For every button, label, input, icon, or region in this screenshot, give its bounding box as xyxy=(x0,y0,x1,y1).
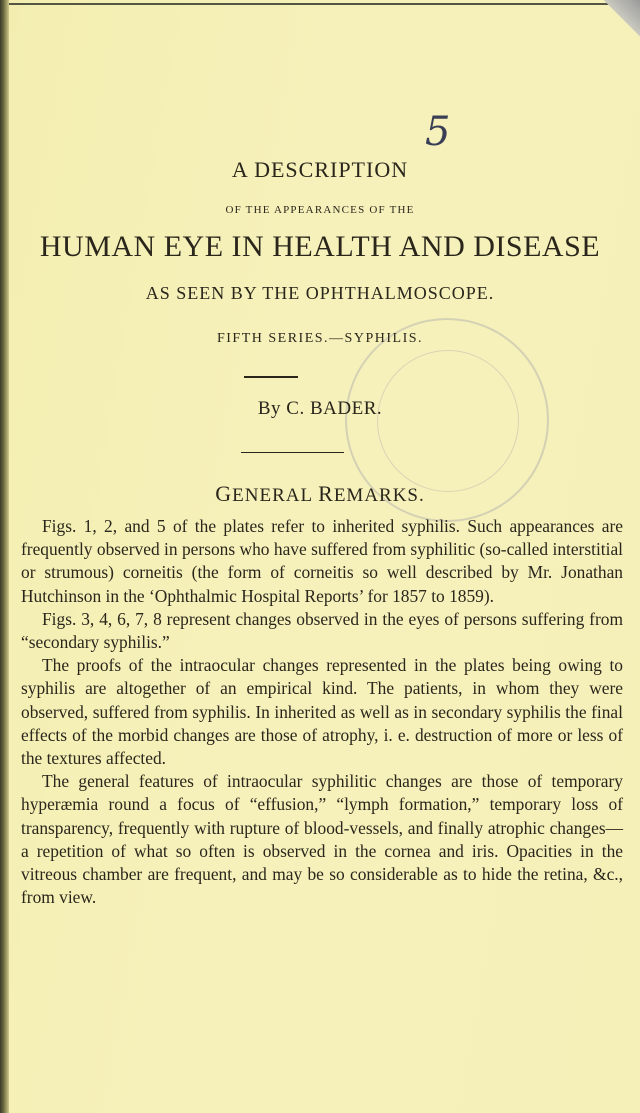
paragraph: Figs. 1, 2, and 5 of the plates refer to inherited syphilis. Such appearances are frequently observed in persons who have suffered from syphilitic (so-called interstitial or strumous) corneitis (the form of corneitis so well described by Mr. Jonathan Hutchinson in the ‘Ophthalmic Hospital Reports’ for 1857 to 1859). xyxy=(21,516,623,606)
divider-rule-2 xyxy=(241,452,344,453)
author-line xyxy=(0,398,640,420)
stamp-inner-ring xyxy=(377,350,519,492)
body-text xyxy=(21,515,623,909)
divider-rule xyxy=(244,376,298,378)
title-ophthalmoscope: AS SEEN BY THE OPHTHALMOSCOPE. xyxy=(145,283,495,303)
paragraph: The proofs of the intraocular changes represented in the plates being owing to syphilis are altogether of an empirical kind. The patients, in whom they were observed, suffered from syphilis. In inherited as well as in secondary syphilis the final effects of the morbid changes are those of atrophy, i. e. destruction of more or less of the textures affected. xyxy=(21,655,623,769)
author-by: By xyxy=(257,398,282,419)
handwritten-mark: 5 xyxy=(425,109,451,155)
title-of-appearances: OF THE APPEARANCES OF THE xyxy=(225,204,415,216)
title-description: A DESCRIPTION xyxy=(231,157,409,182)
author-name: C. BADER. xyxy=(286,398,383,419)
paragraph: The general features of intraocular syphilitic changes are those of temporary hyperæmia round a focus of “effusion,” “lymph formation,” temporary loss of transparency, frequently with rupture of blood-vessels, and finally atrophic changes—a repetition of what so often is observed in the cornea and iris. Opacities in the vitreous chamber are frequent, and may be so considerable as to hide the retina, &c., from view. xyxy=(21,771,623,908)
top-edge-line xyxy=(9,3,640,5)
section-heading: GENERAL REMARKS. xyxy=(215,481,425,506)
page-corner-fold xyxy=(602,0,640,42)
paragraph: Figs. 3, 4, 6, 7, 8 represent changes observed in the eyes of persons suffering from “secondary syphilis.” xyxy=(21,608,623,653)
series-heading: FIFTH SERIES.—SYPHILIS. xyxy=(216,331,424,346)
title-main: HUMAN EYE IN HEALTH AND DISEASE xyxy=(39,230,601,263)
